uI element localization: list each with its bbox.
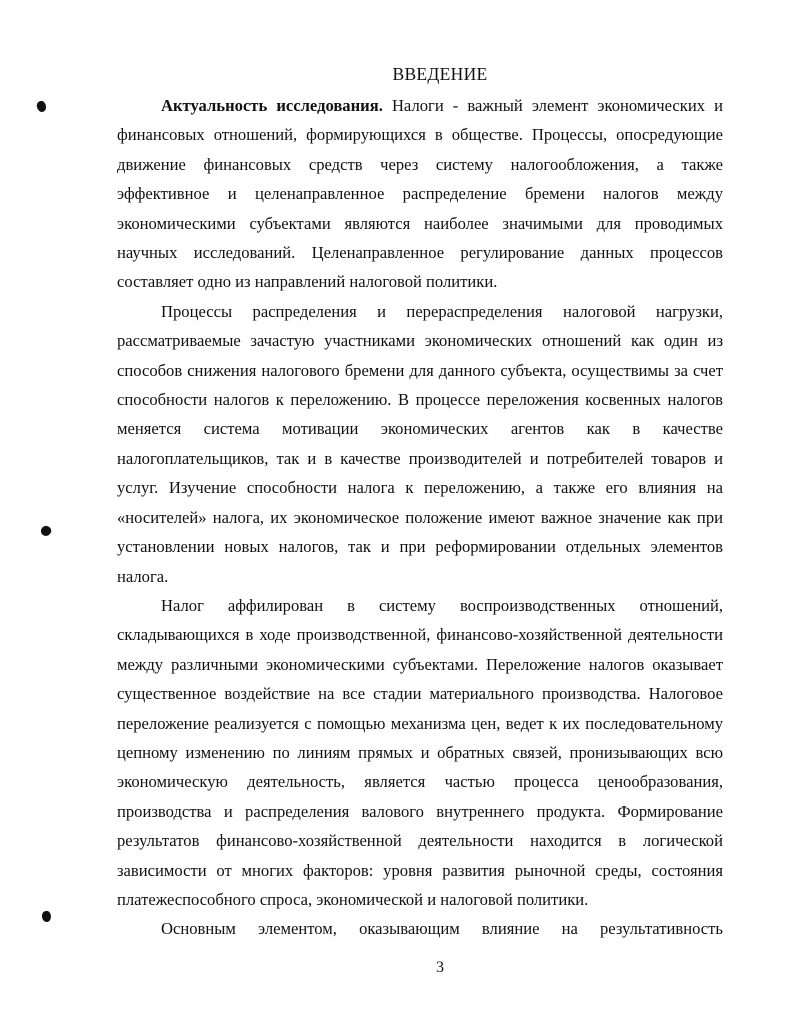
margin-dot-icon: [35, 100, 47, 113]
body-text: [117, 91, 723, 944]
paragraph-lead: Актуальность исследования.: [161, 96, 383, 115]
page-number: 3: [436, 959, 444, 976]
margin-dot-icon: [41, 910, 52, 922]
paragraph-1: [117, 91, 723, 297]
paragraph-2: Процессы распределения и перераспределения налоговой нагрузки, рассматриваемые зачастую участниками экономических отношений как один из способов снижения налогового бремени для данного субъекта, осуществимы за счет способности налогов к переложению. В процессе переложения косвенных налогов меняется система мотивации экономических агентов как в качестве налогоплательщиков, так и в качестве производителей и потребителей товаров и услуг. Изучение способности налога к переложению, а также его влияния на «носителей» налога, их экономическое положение имеют важное значение как при установлении новых налогов, так и при реформировании отдельных элементов налога.: [117, 301, 723, 586]
paragraph-3: Налог аффилирован в систему воспроизводственных отношений, складывающихся в ходе производственной, финансово-хозяйственной деятельности между различными экономическими субъектами. Переложение налогов оказывает существенное воздействие на все стадии материального производства. Налоговое переложение реализуется с помощью механизма цен, ведет к их последовательному цепному изменению по линиям прямых и обратных связей, пронизывающих всю экономическую деятельность, является частью процесса ценообразования, производства и распределения валового внутреннего продукта. Формирование результатов финансово-хозяйственной деятельности находится в логической зависимости от многих факторов: уровня развития рыночной среды, состояния платежеспособного спроса, экономической и налоговой политики.: [117, 595, 723, 909]
paragraph-text: Налоги - важный элемент экономических и финансовых отношений, формирующихся в обществе. Процессы, опосредующие движение финансовых средств через систему налогообложения, а также эффективное и целенаправленное распределение бремени налогов между экономическими субъектами являются наиболее значимыми для проводимых научных исследований. Целенаправленное регулирование данных процессов составляет одно из направлений налоговой политики.: [117, 96, 723, 292]
page-title: ВВЕДЕНИЕ: [392, 64, 488, 84]
paragraph-4: Основным элементом, оказывающим влияние на результативность: [161, 919, 723, 939]
margin-dot-icon: [39, 524, 53, 538]
